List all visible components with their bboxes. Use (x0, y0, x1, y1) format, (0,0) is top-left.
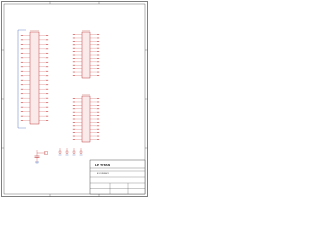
net-label-right (46, 40, 49, 41)
net-label-left (73, 68, 76, 69)
net-label-left (21, 98, 24, 99)
net-label-right (46, 93, 49, 94)
net-label-right (46, 89, 49, 90)
net-label-right (46, 102, 49, 103)
net-label-right (46, 98, 49, 99)
resistor (73, 151, 75, 153)
connector-body (30, 32, 39, 124)
title-block-title: LP TITAN (95, 163, 110, 167)
net-label-left (73, 75, 76, 76)
net-label-left (73, 38, 76, 39)
net-label-right (97, 75, 100, 76)
net-label-left (73, 112, 76, 113)
net-label-left (73, 34, 76, 35)
net-label-left (21, 80, 24, 81)
title-block-subtitle: BOOSTERPACK (97, 173, 109, 175)
net-label-right (97, 65, 100, 66)
net-label-right (97, 61, 100, 62)
net-label-left (73, 129, 76, 130)
net-label-left (21, 66, 24, 67)
net-label-left (73, 61, 76, 62)
net-label-right (46, 35, 49, 36)
connector-j1 (18, 30, 48, 128)
net-label-left (21, 44, 24, 45)
net-label-left (21, 71, 24, 72)
net-label-left (21, 84, 24, 85)
net-label-right (46, 53, 49, 54)
net-label-right (97, 129, 100, 130)
schematic-sheet (0, 0, 149, 198)
net-label-right (46, 120, 49, 121)
net-label-right (97, 112, 100, 113)
net-label-left (73, 102, 76, 103)
net-label-left (73, 105, 76, 106)
schematic-drawing (0, 0, 149, 198)
connector-body (82, 96, 90, 142)
net-label-left (73, 65, 76, 66)
net-label-left (21, 107, 24, 108)
net-label-right (97, 51, 100, 52)
net-label-left (73, 139, 76, 140)
net-label-right (97, 38, 100, 39)
net-label-right (46, 84, 49, 85)
net-label-left (21, 48, 24, 49)
net-label-left (73, 58, 76, 59)
net-label-right (97, 139, 100, 140)
net-label-right (97, 105, 100, 106)
net-label-left (73, 48, 76, 49)
net-label-left (73, 115, 76, 116)
net-label-right (97, 72, 100, 73)
net-label-left (21, 40, 24, 41)
net-label-left (73, 41, 76, 42)
connector-body (82, 32, 90, 78)
passive-components (35, 148, 83, 163)
net-label-right (97, 108, 100, 109)
net-label-right (97, 136, 100, 137)
net-label-left (73, 51, 76, 52)
net-label-right (97, 68, 100, 69)
net-label-right (46, 116, 49, 117)
net-label-left (73, 119, 76, 120)
resistor (59, 151, 61, 153)
net-label-right (46, 111, 49, 112)
net-label-left (73, 55, 76, 56)
net-label-left (73, 136, 76, 137)
connector-j3 (73, 95, 99, 142)
net-label-right (46, 44, 49, 45)
resistor (80, 151, 82, 153)
net-label-right (97, 119, 100, 120)
net-label-left (73, 72, 76, 73)
net-label-left (73, 122, 76, 123)
net-label-left (73, 108, 76, 109)
net-label-left (73, 125, 76, 126)
net-label-right (46, 71, 49, 72)
net-label-right (97, 132, 100, 133)
net-label-right (97, 98, 100, 99)
net-label-right (46, 57, 49, 58)
net-label-left (73, 98, 76, 99)
net-label-left (21, 89, 24, 90)
net-label-left (21, 75, 24, 76)
net-label-right (97, 102, 100, 103)
net-label-right (46, 75, 49, 76)
net-label-left (21, 102, 24, 103)
net-label-left (21, 111, 24, 112)
resistor (66, 151, 68, 153)
net-label-right (97, 55, 100, 56)
net-label-left (21, 35, 24, 36)
net-label-right (97, 122, 100, 123)
net-label-right (97, 34, 100, 35)
net-label-right (97, 44, 100, 45)
net-label-left (21, 120, 24, 121)
net-label-left (21, 116, 24, 117)
connector-j2 (73, 31, 99, 78)
net-label-left (21, 62, 24, 63)
net-label-right (46, 48, 49, 49)
net-label-left (73, 44, 76, 45)
net-label-right (46, 107, 49, 108)
net-label-right (97, 125, 100, 126)
net-label-right (97, 41, 100, 42)
net-label-right (97, 58, 100, 59)
net-label-right (46, 66, 49, 67)
net-label-right (97, 48, 100, 49)
net-label-left (73, 132, 76, 133)
net-label-right (46, 62, 49, 63)
net-label-right (97, 115, 100, 116)
net-label-right (46, 80, 49, 81)
net-label-left (21, 93, 24, 94)
net-label-left (21, 57, 24, 58)
net-label-left (21, 53, 24, 54)
